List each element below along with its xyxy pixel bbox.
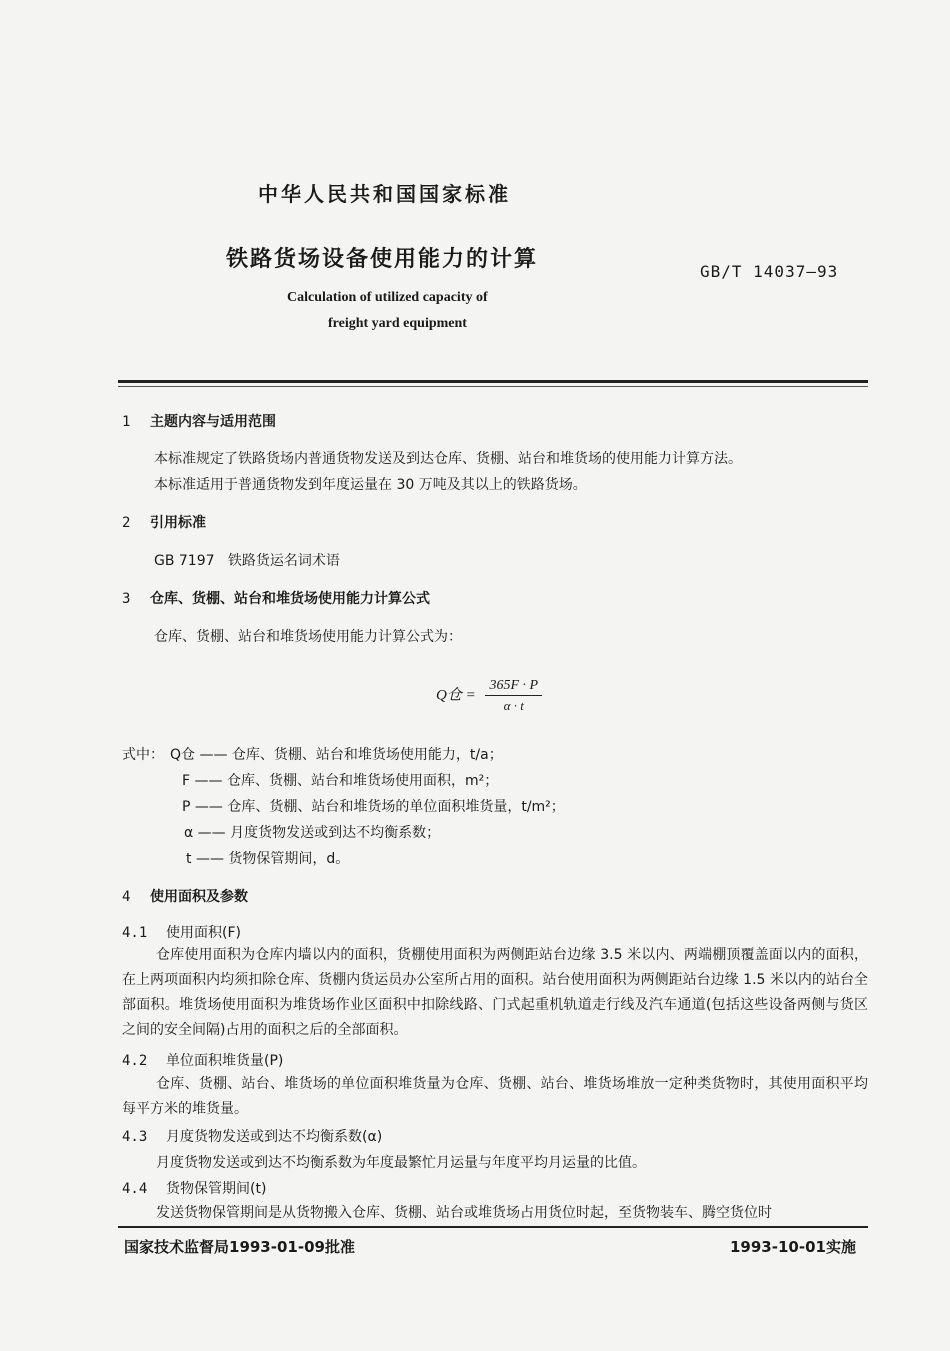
definition-alpha: α —— 月度货物发送或到达不均衡系数； (184, 825, 441, 841)
subsection-4-2-heading: 4.2 单位面积堆货量(P) (122, 1053, 284, 1069)
english-title-line2: freight yard equipment (328, 316, 467, 331)
approval-date: 国家技术监督局1993-01-09批准 (124, 1238, 355, 1256)
formula-fraction (485, 678, 542, 714)
subsection-4-3-text: 月度货物发送或到达不均衡系数为年度最繁忙月运量与年度平均月运量的比值。 (156, 1155, 646, 1171)
section-1-paragraph-1: 本标准规定了铁路货场内普通货物发送及到达仓库、货棚、站台和堆货场的使用能力计算方法。 (154, 451, 742, 467)
capacity-formula (436, 678, 542, 714)
formula-denominator: α · t (503, 698, 524, 713)
definition-p: P —— 仓库、货棚、站台和堆货场的单位面积堆货量，t/m²； (182, 799, 565, 815)
definition-q: Q仓 —— 仓库、货棚、站台和堆货场使用能力，t/a； (170, 747, 503, 763)
section-1-paragraph-2: 本标准适用于普通货物发到年度运量在 30 万吨及其以上的铁路货场。 (154, 477, 587, 493)
footer-rule (118, 1226, 868, 1228)
where-label: 式中： (122, 747, 164, 763)
standard-code: GB/T 14037—93 (700, 262, 839, 281)
section-1-heading: 1 主题内容与适用范围 (122, 414, 276, 430)
header-rule-thin (118, 386, 868, 387)
referenced-standard: GB 7197 铁路货运名词术语 (154, 553, 340, 569)
english-title-line1: Calculation of utilized capacity of (287, 290, 488, 305)
subsection-4-2-text: 仓库、货棚、站台、堆货场的单位面积堆货量为仓库、货棚、站台、堆货场堆放一定种类货物时，其使用面积平均每平方米的堆货量。 (122, 1076, 868, 1117)
subsection-4-1-heading: 4.1 使用面积(F) (122, 925, 241, 941)
section-2-heading: 2 引用标准 (122, 515, 206, 531)
formula-numerator: 365F · P (485, 678, 542, 696)
subsection-4-4-heading: 4.4 货物保管期间(t) (122, 1181, 267, 1197)
subsection-4-1-text: 仓库使用面积为仓库内墙以内的面积，货棚使用面积为两侧距站台边缘 3.5 米以内、两端棚顶覆盖面以内的面积，在上两项面积内均须扣除仓库、货棚内货运员办公室所占用的面积。站台使用面积为两侧距站台边缘 1.5 米以内的站台全部面积。堆货场使用面积为堆货场作业区面积中扣除线路、门式起重机轨道走行线及汽车通道(包括这些设备两侧与货区之间的安全间隔)占用的面积之后的全部面积。 (122, 947, 868, 1038)
implementation-date: 1993-10-01实施 (730, 1238, 856, 1256)
definition-f: F —— 仓库、货棚、站台和堆货场使用面积，m²； (182, 773, 499, 789)
standard-type-heading: 中华人民共和国国家标准 (258, 182, 511, 206)
subsection-4-4-text: 发送货物保管期间是从货物搬入仓库、货棚、站台或堆货场占用货位时起，至货物装车、腾空货位时 (156, 1205, 772, 1221)
section-3-heading: 3 仓库、货棚、站台和堆货场使用能力计算公式 (122, 591, 430, 607)
subsection-4-3-heading: 4.3 月度货物发送或到达不均衡系数(α) (122, 1129, 383, 1145)
formula-intro: 仓库、货棚、站台和堆货场使用能力计算公式为： (154, 629, 462, 645)
formula-lhs: Q仓 = (436, 687, 476, 704)
section-4-heading: 4 使用面积及参数 (122, 889, 248, 905)
definition-t: t —— 货物保管期间，d。 (186, 851, 350, 867)
header-rule (118, 380, 868, 383)
document-title: 铁路货场设备使用能力的计算 (226, 247, 539, 272)
